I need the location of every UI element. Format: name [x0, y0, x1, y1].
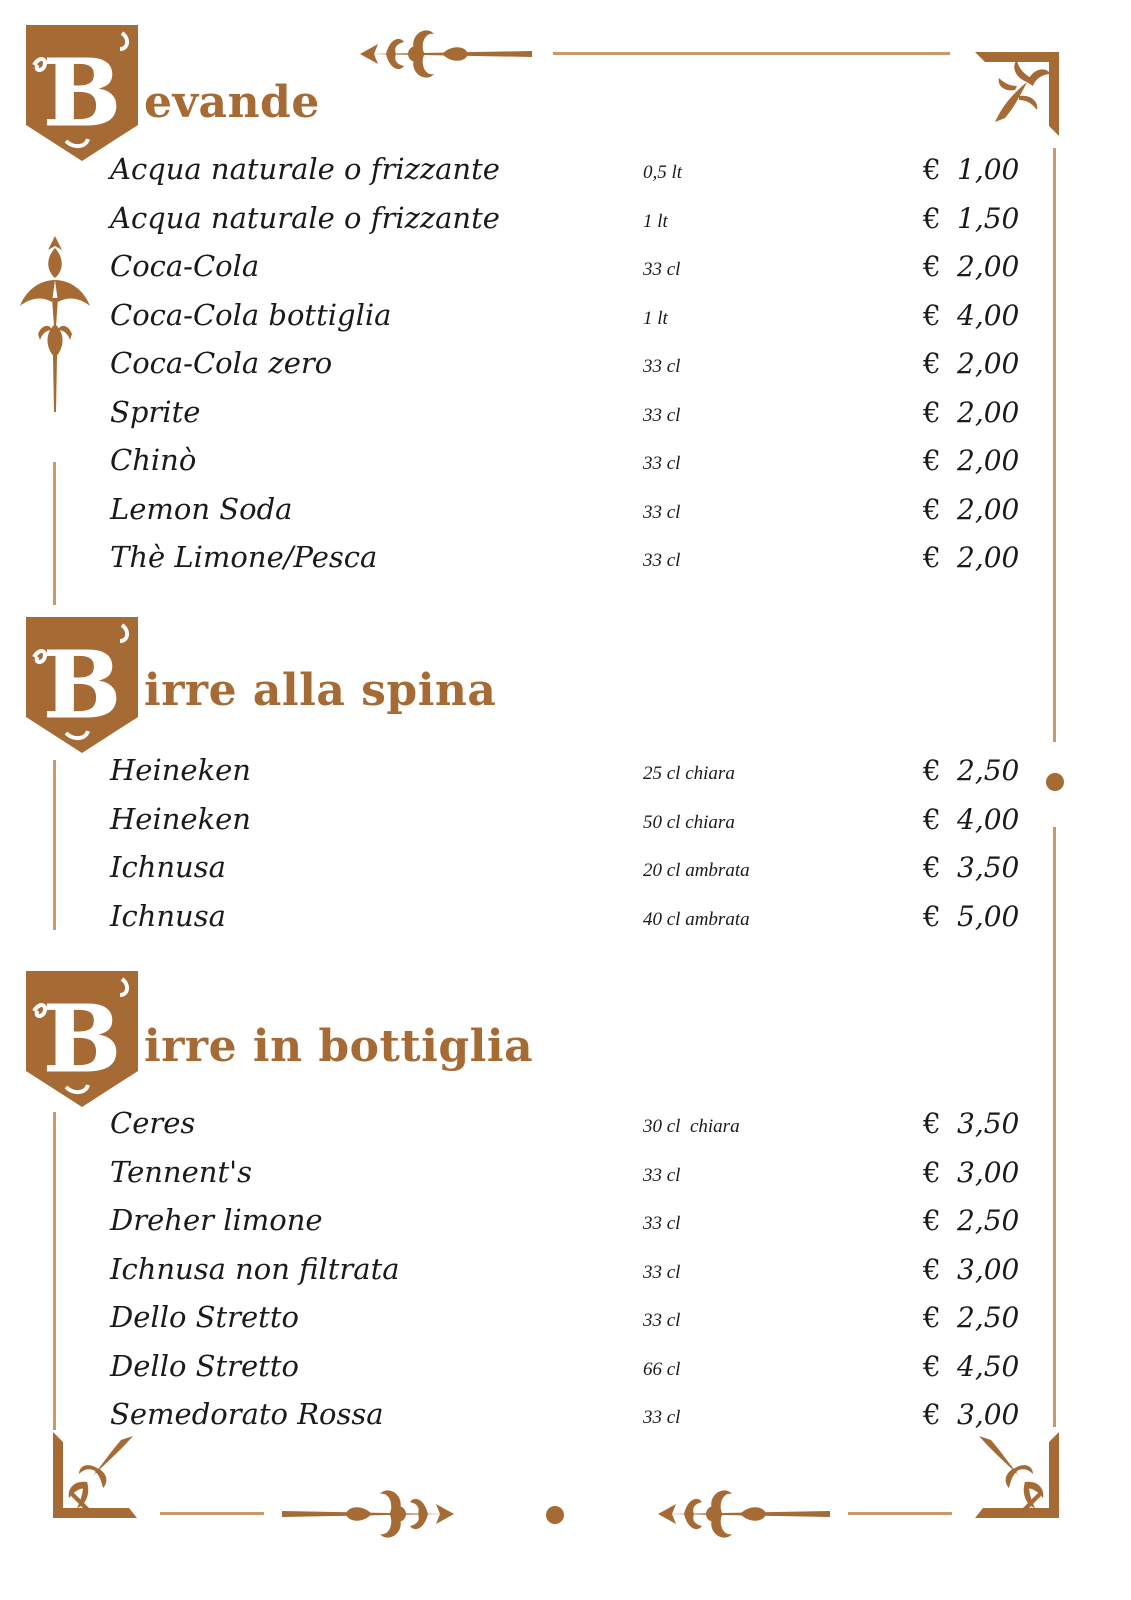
item-price: € 3,50	[923, 1107, 1020, 1140]
item-quantity: 25 cl chiara	[643, 763, 735, 784]
scroll-arrow-icon	[282, 1478, 458, 1550]
item-quantity: 20 cl ambrata	[643, 860, 750, 881]
frame-bottom-line-left	[160, 1512, 264, 1515]
fleur-de-lis-icon	[16, 236, 94, 412]
menu-item	[110, 443, 1030, 492]
item-name: Dello Stretto	[110, 1348, 299, 1383]
currency-symbol: €	[923, 1204, 941, 1237]
section-title: evande	[144, 77, 320, 128]
item-name: Sprite	[110, 394, 201, 429]
item-quantity: 33 cl	[643, 1407, 681, 1428]
shield-initial-icon	[26, 25, 138, 161]
currency-symbol: €	[923, 1155, 941, 1189]
scroll-arrow-icon	[654, 1478, 830, 1550]
item-quantity: 30 cl chiara	[643, 1116, 740, 1137]
item-quantity: 33 cl	[643, 1310, 681, 1331]
dot-icon	[545, 1505, 565, 1525]
menu-item	[110, 395, 1030, 444]
item-price: € 2,00	[923, 444, 1020, 477]
currency-symbol: €	[923, 851, 941, 884]
item-price: € 2,00	[923, 395, 1020, 429]
currency-symbol: €	[923, 250, 941, 283]
item-quantity: 40 cl ambrata	[643, 908, 750, 930]
currency-symbol: €	[923, 444, 941, 477]
menu-item	[110, 201, 1030, 250]
menu-item	[110, 899, 1030, 948]
item-quantity: 33 cl	[643, 501, 681, 523]
currency-symbol: €	[923, 347, 941, 380]
currency-symbol: €	[923, 1301, 941, 1334]
menu-item	[110, 1397, 1030, 1446]
dot-icon	[1045, 772, 1065, 792]
menu-item	[110, 850, 1030, 899]
currency-symbol: €	[923, 153, 941, 186]
frame-right-line-lower	[1053, 827, 1056, 1427]
corner-ornament-icon	[975, 52, 1059, 138]
section-initial: B	[43, 985, 121, 1093]
section-initial: B	[43, 631, 121, 739]
currency-symbol: €	[923, 541, 941, 574]
item-name: Semedorato Rossa	[110, 1397, 384, 1431]
frame-left-line-2	[53, 760, 56, 930]
currency-symbol: €	[923, 298, 941, 332]
shield-initial-icon	[26, 617, 138, 753]
item-name: Ceres	[110, 1106, 196, 1140]
item-name: Coca-Cola bottiglia	[110, 297, 392, 332]
item-price: € 4,50	[923, 1349, 1020, 1383]
section-initial: B	[43, 39, 121, 147]
item-price: € 3,00	[923, 1155, 1020, 1189]
menu-item	[110, 1106, 1030, 1155]
item-quantity: 1 lt	[643, 307, 668, 329]
currency-symbol: €	[923, 1349, 941, 1383]
item-quantity: 33 cl	[643, 1213, 681, 1234]
item-quantity: 33 cl	[643, 356, 681, 377]
menu-item	[110, 1252, 1030, 1301]
currency-symbol: €	[923, 201, 941, 235]
frame-left-line-3	[53, 1112, 56, 1430]
menu-item	[110, 1155, 1030, 1204]
menu-list-birre-alla-spina	[110, 753, 1030, 947]
item-name: Dreher limone	[110, 1203, 323, 1237]
item-price: € 5,00	[923, 899, 1020, 933]
menu-item	[110, 152, 1030, 201]
section-header-birre-alla-spina	[26, 617, 497, 757]
item-quantity: 33 cl	[643, 550, 681, 571]
section-title: irre in bottiglia	[144, 1021, 534, 1072]
item-price: € 2,50	[923, 1301, 1020, 1334]
item-price: € 3,50	[923, 851, 1020, 884]
item-quantity: 0,5 lt	[643, 162, 683, 183]
menu-item	[110, 492, 1030, 541]
frame-top-line	[553, 52, 950, 55]
item-name: Ichnusa	[110, 898, 226, 933]
item-price: € 4,00	[923, 298, 1020, 332]
item-name: Lemon Soda	[110, 491, 293, 526]
currency-symbol: €	[923, 1107, 941, 1140]
currency-symbol: €	[923, 1252, 941, 1286]
item-name: Thè Limone/Pesca	[110, 540, 378, 574]
menu-list-bevande	[110, 152, 1030, 589]
menu-item	[110, 540, 1030, 589]
frame-left-line-1	[53, 462, 56, 605]
menu-item	[110, 346, 1030, 395]
currency-symbol: €	[923, 492, 941, 526]
menu-list-birre-in-bottiglia	[110, 1106, 1030, 1446]
item-name: Acqua naturale o frizzante	[110, 152, 500, 186]
item-quantity: 33 cl	[643, 259, 681, 280]
item-quantity: 66 cl	[643, 1358, 681, 1380]
item-quantity: 33 cl	[643, 1164, 681, 1186]
item-price: € 2,00	[923, 492, 1020, 526]
item-name: Coca-Cola zero	[110, 346, 333, 380]
section-title: irre alla spina	[144, 665, 497, 716]
currency-symbol: €	[923, 802, 941, 836]
item-quantity: 1 lt	[643, 210, 668, 232]
item-price: € 1,00	[923, 153, 1020, 186]
item-price: € 4,00	[923, 802, 1020, 836]
item-name: Ichnusa	[110, 850, 226, 884]
scroll-arrow-icon	[356, 18, 534, 90]
menu-item	[110, 298, 1030, 347]
item-name: Coca-Cola	[110, 249, 260, 283]
item-price: € 1,50	[923, 201, 1020, 235]
item-price: € 2,00	[923, 541, 1020, 574]
item-name: Ichnusa non filtrata	[110, 1251, 400, 1286]
item-quantity: 50 cl chiara	[643, 811, 735, 833]
item-price: € 2,50	[923, 1204, 1020, 1237]
menu-item	[110, 1203, 1030, 1252]
currency-symbol: €	[923, 1398, 941, 1431]
item-quantity: 33 cl	[643, 404, 681, 426]
menu-item	[110, 1300, 1030, 1349]
menu-item	[110, 802, 1030, 851]
currency-symbol: €	[923, 754, 941, 787]
item-quantity: 33 cl	[643, 1261, 681, 1283]
section-header-birre-in-bottiglia	[26, 971, 534, 1111]
menu-item	[110, 753, 1030, 802]
item-name: Heineken	[110, 801, 251, 836]
item-price: € 3,00	[923, 1398, 1020, 1431]
frame-bottom-line-right	[848, 1512, 952, 1515]
currency-symbol: €	[923, 899, 941, 933]
item-name: Heineken	[110, 753, 251, 787]
shield-initial-icon	[26, 971, 138, 1107]
menu-item	[110, 1349, 1030, 1398]
item-price: € 2,50	[923, 754, 1020, 787]
currency-symbol: €	[923, 395, 941, 429]
section-header-bevande	[26, 25, 346, 165]
item-price: € 2,00	[923, 250, 1020, 283]
item-name: Dello Stretto	[110, 1300, 299, 1334]
item-name: Acqua naturale o frizzante	[110, 200, 500, 235]
item-price: € 3,00	[923, 1252, 1020, 1286]
frame-right-line-upper	[1053, 148, 1056, 742]
item-name: Chinò	[110, 443, 197, 477]
item-quantity: 33 cl	[643, 453, 681, 474]
item-name: Tennent's	[110, 1154, 252, 1189]
menu-item	[110, 249, 1030, 298]
item-price: € 2,00	[923, 347, 1020, 380]
